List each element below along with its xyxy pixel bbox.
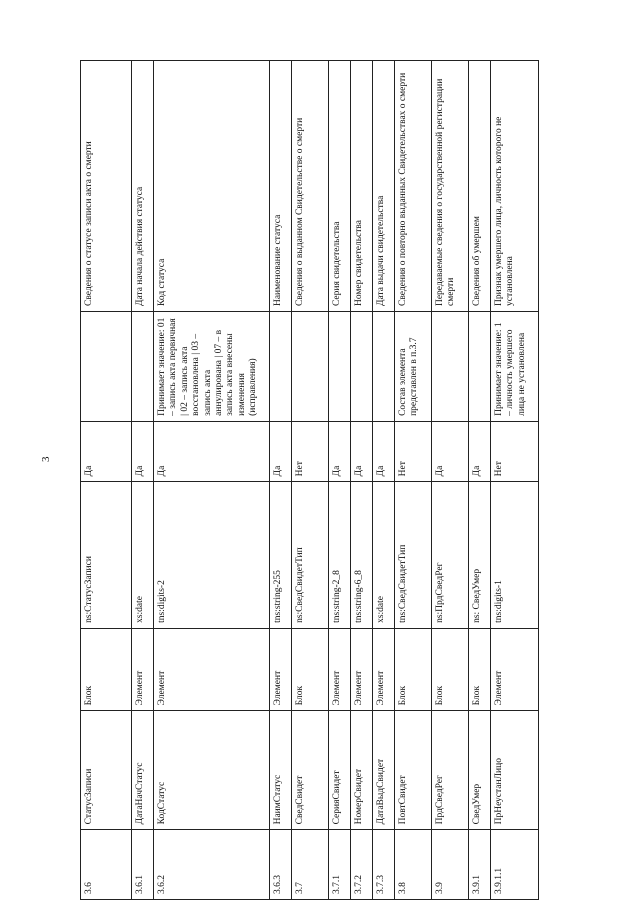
element-kind: Блок: [395, 628, 432, 710]
table-row: [432, 61, 469, 900]
element-name: ПрНеустанЛицо: [491, 711, 539, 830]
element-kind: Блок: [292, 628, 329, 710]
element-name: НаимСтатус: [270, 711, 292, 830]
element-type: tns:digits-1: [491, 482, 539, 629]
element-kind: Элемент: [329, 628, 351, 710]
element-name: ПрдСведРег: [432, 711, 469, 830]
required-flag: Да: [81, 421, 132, 481]
table-row: [329, 61, 351, 900]
element-name: ПовтСвидет: [395, 711, 432, 830]
element-kind: Элемент: [132, 628, 154, 710]
element-kind: Блок: [81, 628, 132, 710]
required-flag: Нет: [292, 421, 329, 481]
element-note: [432, 312, 469, 422]
element-description: Сведения о выданном Свидетельстве о смерти: [292, 61, 329, 312]
element-note: [292, 312, 329, 422]
table-row: [491, 61, 539, 900]
required-flag: Да: [432, 421, 469, 481]
element-type: ns:СтатусЗаписи: [81, 482, 132, 629]
table-row: [270, 61, 292, 900]
required-flag: Да: [329, 421, 351, 481]
required-flag: Да: [270, 421, 292, 481]
element-kind: Блок: [432, 628, 469, 710]
element-name: НомерСвидет: [351, 711, 373, 830]
element-note: [329, 312, 351, 422]
element-note: Принимает значение: 1 – личность умершего лица не установлена: [491, 312, 539, 422]
table-row: [469, 61, 491, 900]
row-number: 3.9: [432, 830, 469, 900]
element-note: [270, 312, 292, 422]
element-kind: Элемент: [154, 628, 270, 710]
table-row: [351, 61, 373, 900]
spec-table-container: [80, 60, 538, 900]
element-description: Наименование статуса: [270, 61, 292, 312]
element-description: Серия свидетельства: [329, 61, 351, 312]
element-type: ns:ПрдСведРег: [432, 482, 469, 629]
required-flag: Нет: [395, 421, 432, 481]
spec-table: [80, 60, 539, 900]
row-number: 3.9.1: [469, 830, 491, 900]
element-description: Признак умершего лица, личность которого не установлена: [491, 61, 539, 312]
element-name: СведСвидет: [292, 711, 329, 830]
row-number: 3.6.3: [270, 830, 292, 900]
element-type: xs:date: [132, 482, 154, 629]
element-name: ДатаНачСтатус: [132, 711, 154, 830]
element-kind: Элемент: [270, 628, 292, 710]
element-description: Дата начала действия статуса: [132, 61, 154, 312]
required-flag: Да: [373, 421, 395, 481]
table-row: [81, 61, 132, 900]
element-type: tns:СведСвидетТип: [395, 482, 432, 629]
table-row: [132, 61, 154, 900]
element-note: [373, 312, 395, 422]
element-name: КодСтатус: [154, 711, 270, 830]
element-kind: Блок: [469, 628, 491, 710]
required-flag: Да: [469, 421, 491, 481]
element-note: Принимает значение: 01 – запись акта первичная | 02 – запись акта восстановлена | 03 – запись акта аннулирована | 07 – в запись акта внесены изменения (исправления): [154, 312, 270, 422]
element-note: Состав элемента представлен в п.3.7: [395, 312, 432, 422]
table-row: [395, 61, 432, 900]
row-number: 3.6.2: [154, 830, 270, 900]
required-flag: Да: [132, 421, 154, 481]
element-description: Номер свидетельства: [351, 61, 373, 312]
required-flag: Да: [154, 421, 270, 481]
element-type: tns:string-2_8: [329, 482, 351, 629]
row-number: 3.9.1.1: [491, 830, 539, 900]
table-row: [292, 61, 329, 900]
required-flag: Нет: [491, 421, 539, 481]
element-type: xs:date: [373, 482, 395, 629]
element-kind: Элемент: [373, 628, 395, 710]
row-number: 3.6.1: [132, 830, 154, 900]
page-number: 3: [40, 456, 52, 462]
element-description: Дата выдачи свидетельства: [373, 61, 395, 312]
element-kind: Элемент: [351, 628, 373, 710]
element-note: [351, 312, 373, 422]
element-description: Сведения о повторно выданных Свидетельствах о смерти: [395, 61, 432, 312]
row-number: 3.7.2: [351, 830, 373, 900]
element-kind: Элемент: [491, 628, 539, 710]
element-type: tns:digits-2: [154, 482, 270, 629]
element-type: ns: СведУмер: [469, 482, 491, 629]
table-row: [154, 61, 270, 900]
element-note: [469, 312, 491, 422]
element-note: [81, 312, 132, 422]
row-number: 3.7: [292, 830, 329, 900]
row-number: 3.6: [81, 830, 132, 900]
row-number: 3.7.3: [373, 830, 395, 900]
element-note: [132, 312, 154, 422]
element-type: ns:СведСвидетТип: [292, 482, 329, 629]
required-flag: Да: [351, 421, 373, 481]
element-name: СтатусЗаписи: [81, 711, 132, 830]
element-name: СерияСвидет: [329, 711, 351, 830]
element-name: СведУмер: [469, 711, 491, 830]
element-description: Код статуса: [154, 61, 270, 312]
element-description: Сведения о статусе записи акта о смерти: [81, 61, 132, 312]
element-type: tns:string-6_8: [351, 482, 373, 629]
row-number: 3.8: [395, 830, 432, 900]
table-row: [373, 61, 395, 900]
element-type: tns:string-255: [270, 482, 292, 629]
element-description: Передаваемые сведения о государственной регистрации смерти: [432, 61, 469, 312]
element-description: Сведения об умершем: [469, 61, 491, 312]
row-number: 3.7.1: [329, 830, 351, 900]
element-name: ДатаВыдСвидет: [373, 711, 395, 830]
